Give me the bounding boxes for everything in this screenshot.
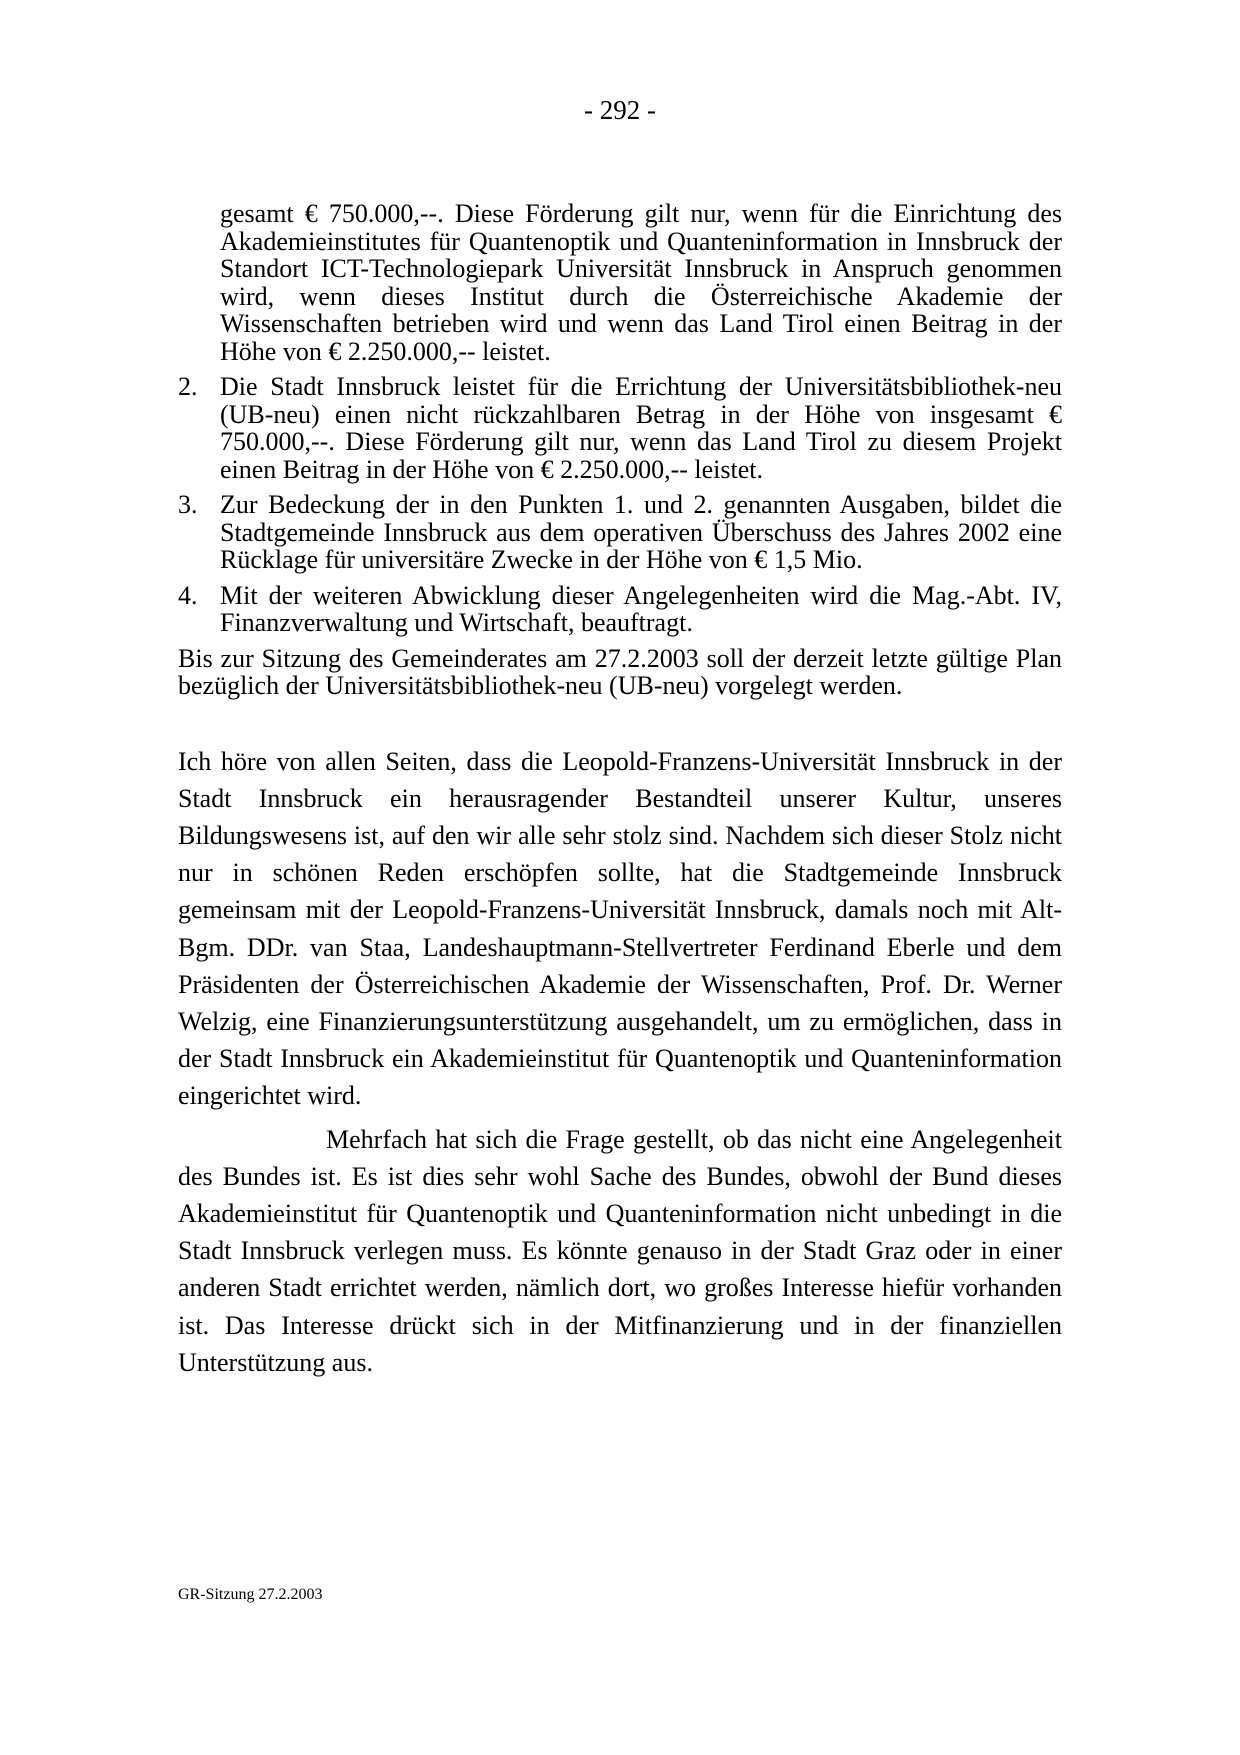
resolution-item-4 bbox=[178, 582, 1062, 637]
resolution-item-1-continuation: gesamt € 750.000,--. Diese Förderung gilt nur, wenn für die Einrichtung des Akademieinstitutes für Quantenoptik und Quanteninformation in Innsbruck der Standort ICT-Technologiepark Universität Innsbruck in Anspruch genommen wird, wenn dieses Institut durch die Österreichische Akademie der Wissenschaften betrieben wird und wenn das Land Tirol einen Beitrag in der Höhe von € 2.250.000,-- leistet. bbox=[220, 199, 1062, 366]
resolution-block bbox=[178, 200, 1062, 700]
page-footer: GR-Sitzung 27.2.2003 bbox=[178, 1586, 323, 1603]
item-number: 2. bbox=[178, 372, 198, 401]
resolution-item-2 bbox=[178, 373, 1062, 483]
item-text: Die Stadt Innsbruck leistet für die Errichtung der Universitätsbibliothek-neu (UB-neu) einen nicht rückzahlbaren Betrag in der Höhe von insgesamt € 750.000,--. Diese Förderung gilt nur, wenn das Land Tirol zu diesem Projekt einen Beitrag in der Höhe von € 2.250.000,-- leistet. bbox=[220, 372, 1062, 484]
speech-paragraph-1: Ich höre von allen Seiten, dass die Leopold-Franzens-Universität Innsbruck in der Stadt Innsbruck ein herausragender Bestandteil unserer Kultur, unseres Bildungswesens ist, auf den wir alle sehr stolz sind. Nachdem sich dieser Stolz nicht nur in schönen Reden erschöpfen sollte, hat die Stadtgemeinde Innsbruck gemeinsam mit der Leopold-Franzens-Universität Innsbruck, damals noch mit Alt-Bgm. DDr. van Staa, Landeshauptmann-Stellvertreter Ferdinand Eberle und dem Präsidenten der Österreichischen Akademie der Wissenschaften, Prof. Dr. Werner Welzig, eine Finanzierungsunterstützung ausgehandelt, um zu ermöglichen, dass in der Stadt Innsbruck ein Akademieinstitut für Quantenoptik und Quanteninformation eingerichtet wird. bbox=[178, 746, 1062, 1111]
item-text: Mit der weiteren Abwicklung dieser Angelegenheiten wird die Mag.-Abt. IV, Finanzverwaltung und Wirtschaft, beauftragt. bbox=[220, 580, 1062, 637]
resolution-closing-note: Bis zur Sitzung des Gemeinderates am 27.2.2003 soll der derzeit letzte gültige Plan bezüglich der Universitätsbibliothek-neu (UB-neu) vorgelegt werden. bbox=[178, 643, 1062, 700]
page-content bbox=[178, 200, 1062, 1381]
page-number: - 292 - bbox=[584, 95, 656, 125]
speech-text bbox=[178, 743, 1062, 1381]
speech-paragraph-2: Mehrfach hat sich die Frage gestellt, ob das nicht eine Angelegenheit des Bundes ist. Es ist dies sehr wohl Sache des Bundes, obwohl der Bund dieses Akademieinstitut für Quantenoptik und Quanteninformation nicht unbedingt in die Stadt Innsbruck verlegen muss. Es könnte genauso in der Stadt Graz oder in einer anderen Stadt errichtet werden, nämlich dort, wo großes Interesse hiefür vorhanden ist. Das Interesse drückt sich in der Mitfinanzierung und in der finanziellen Unterstützung aus. bbox=[178, 1124, 1062, 1377]
resolution-item-3 bbox=[178, 491, 1062, 574]
item-text: Zur Bedeckung der in den Punkten 1. und 2. genannten Ausgaben, bildet die Stadtgemeinde Innsbruck aus dem operativen Überschuss des Jahres 2002 eine Rücklage für universitäre Zwecke in der Höhe von € 1,5 Mio. bbox=[220, 490, 1062, 574]
item-number: 3. bbox=[178, 490, 198, 519]
item-number: 4. bbox=[178, 580, 198, 610]
